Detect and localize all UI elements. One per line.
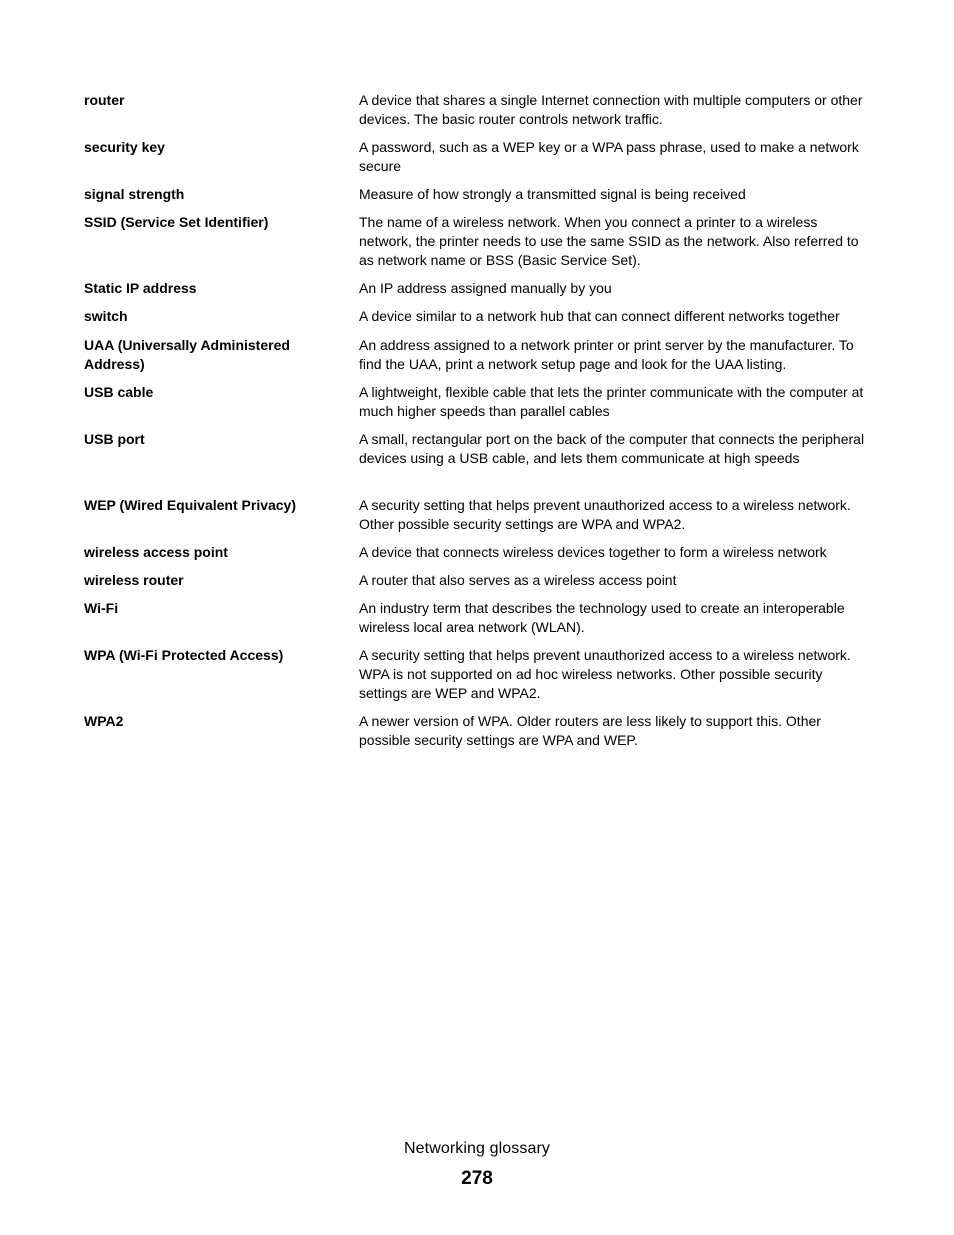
glossary-definition: A device similar to a network hub that can connect different networks together — [359, 308, 840, 324]
glossary-row — [84, 185, 870, 213]
glossary-term: Static IP address — [84, 280, 197, 296]
glossary-table — [84, 91, 870, 759]
glossary-term: switch — [84, 308, 128, 324]
glossary-term: wireless router — [84, 572, 184, 588]
glossary-definition: A device that connects wireless devices together to form a wireless network — [359, 544, 827, 560]
glossary-row — [84, 496, 870, 543]
glossary-row — [84, 599, 870, 646]
glossary-definition: The name of a wireless network. When you connect a printer to a wireless network, the printer needs to use the same SSID as the network. Also referred to as network name or BSS (Basic Service Set). — [359, 214, 859, 268]
glossary-definition: An industry term that describes the technology used to create an interoperable wireless local area network (WLAN). — [359, 600, 845, 635]
glossary-definition: An address assigned to a network printer or print server by the manufacturer. To find the UAA, print a network setup page and look for the UAA listing. — [359, 337, 854, 372]
glossary-row — [84, 712, 870, 759]
glossary-term: WEP (Wired Equivalent Privacy) — [84, 497, 297, 513]
glossary-definition: A router that also serves as a wireless access point — [359, 572, 677, 588]
glossary-term: security key — [84, 139, 165, 155]
glossary-definition: A newer version of WPA. Older routers are less likely to support this. Other possible security settings are WPA and WEP. — [359, 713, 821, 748]
glossary-term: WPA2 — [84, 713, 124, 729]
glossary-definition: A password, such as a WEP key or a WPA pass phrase, used to make a network secure — [359, 139, 859, 174]
glossary-row — [84, 383, 870, 430]
glossary-row — [84, 336, 870, 383]
glossary-definition: Measure of how strongly a transmitted signal is being received — [359, 186, 746, 202]
glossary-row — [84, 571, 870, 599]
page-number: 278 — [461, 1168, 493, 1189]
glossary-definition: A small, rectangular port on the back of the computer that connects the peripheral devices using a USB cable, and lets them communicate at high speeds — [359, 431, 865, 466]
glossary-row — [84, 543, 870, 571]
glossary-definition: A security setting that helps prevent unauthorized access to a wireless network. WPA is not supported on ad hoc wireless networks. Other possible security settings are WEP and WPA2. — [359, 647, 851, 701]
glossary-term: Wi-Fi — [84, 600, 119, 616]
glossary-term: USB port — [84, 431, 145, 447]
glossary-row — [84, 646, 870, 712]
glossary-definition: A lightweight, flexible cable that lets the printer communicate with the computer at much higher speeds than parallel cables — [359, 384, 864, 419]
glossary-term: signal strength — [84, 186, 185, 202]
glossary-row — [84, 91, 870, 138]
glossary-row — [84, 138, 870, 185]
glossary-row — [84, 213, 870, 279]
glossary-row — [84, 430, 870, 496]
glossary-term: router — [84, 92, 125, 108]
glossary-term: WPA (Wi-Fi Protected Access) — [84, 647, 284, 663]
glossary-row — [84, 279, 870, 307]
glossary-term: wireless access point — [84, 544, 228, 560]
glossary-row — [84, 307, 870, 336]
glossary-definition: A device that shares a single Internet connection with multiple computers or other devices. The basic router controls network traffic. — [359, 92, 863, 127]
glossary-term: USB cable — [84, 384, 154, 400]
glossary-definition: An IP address assigned manually by you — [359, 280, 612, 296]
glossary-definition: A security setting that helps prevent unauthorized access to a wireless network. Other possible security settings are WPA and WPA2. — [359, 497, 851, 532]
footer-section-title: Networking glossary — [404, 1140, 550, 1157]
glossary-term: SSID (Service Set Identifier) — [84, 214, 269, 230]
glossary-term: UAA (Universally Administered Address) — [84, 337, 290, 372]
